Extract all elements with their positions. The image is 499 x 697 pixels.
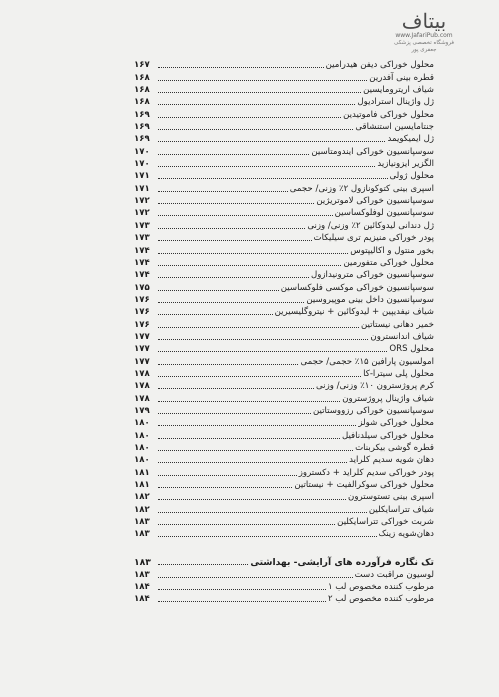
dot-leader bbox=[158, 401, 340, 402]
toc-entry bbox=[134, 405, 434, 417]
dot-leader bbox=[158, 339, 368, 340]
entry-page-number: ۱۶۸ bbox=[134, 72, 150, 83]
toc-entry bbox=[134, 392, 434, 404]
entry-title: اسپری بینی کتوکونازول ۲٪ وزنی/ حجمی bbox=[289, 183, 434, 194]
dot-leader bbox=[158, 302, 304, 303]
entry-title: پودر خوراکی سدیم کلراید + دکستروز bbox=[298, 467, 434, 478]
entry-title: ژل واژینال استرادیول bbox=[357, 97, 434, 108]
entry-page-number: ۱۷۲ bbox=[134, 208, 150, 219]
toc-entry bbox=[134, 182, 434, 194]
dot-leader bbox=[158, 413, 311, 414]
entry-page-number: ۱۶۹ bbox=[134, 134, 150, 145]
entry-title: دهان شویه سدیم کلراید bbox=[349, 455, 434, 466]
entry-title: سوسپانسیون خوراکی رزووستاتین bbox=[312, 405, 434, 416]
entry-page-number: ۱۸۲ bbox=[134, 492, 150, 503]
entry-title: امولسیون پارافین ۱۵٪ حجمی/ حجمی bbox=[300, 356, 434, 367]
entry-title: سوسپانسیون خوراکی لاموتریژین bbox=[316, 196, 434, 207]
dot-leader bbox=[158, 487, 292, 488]
toc-entry bbox=[134, 568, 434, 580]
dot-leader bbox=[158, 104, 355, 105]
dot-leader bbox=[158, 499, 346, 500]
entry-page-number: ۱۷۵ bbox=[134, 282, 150, 293]
toc-entry bbox=[134, 108, 434, 120]
dot-leader bbox=[158, 589, 326, 590]
toc-entry bbox=[134, 318, 434, 330]
toc-entry bbox=[134, 331, 434, 343]
entry-page-number: ۱۷۷ bbox=[134, 356, 150, 367]
entry-page-number: ۱۸۳ bbox=[134, 569, 150, 580]
dot-leader bbox=[158, 67, 324, 68]
section-spacer bbox=[134, 540, 434, 554]
dot-leader bbox=[158, 191, 288, 192]
dot-leader bbox=[158, 203, 314, 204]
logo-url: www.JafariPub.com bbox=[395, 32, 453, 39]
toc-entry bbox=[134, 145, 434, 157]
dot-leader bbox=[158, 290, 279, 291]
entry-title: ژل ایمیکویمد bbox=[387, 134, 434, 145]
dot-leader bbox=[158, 364, 298, 365]
dot-leader bbox=[158, 475, 297, 476]
entry-page-number: ۱۷۴ bbox=[134, 257, 150, 268]
entry-title: ژل دندانی لیدوکائین ۲٪ وزنی/ وزنی bbox=[307, 220, 434, 231]
toc-entry bbox=[134, 442, 434, 454]
dot-leader bbox=[158, 154, 309, 155]
entry-page-number: ۱۷۷ bbox=[134, 344, 150, 355]
toc-entry bbox=[134, 244, 434, 256]
toc-entry bbox=[134, 170, 434, 182]
entry-title: سوسپانسیون خوراکی مترونیدازول bbox=[311, 270, 434, 281]
toc-entry bbox=[134, 593, 434, 605]
toc-entry bbox=[134, 417, 434, 429]
entry-page-number: ۱۷۲ bbox=[134, 196, 150, 207]
entry-page-number: ۱۷۳ bbox=[134, 220, 150, 231]
logo-subtitle: فروشگاه تخصصی پزشکی جعفری پور bbox=[393, 40, 455, 53]
entry-page-number: ۱۸۰ bbox=[134, 418, 150, 429]
dot-leader bbox=[158, 564, 248, 565]
toc-entry bbox=[134, 133, 434, 145]
entry-title: دهان‌شویه زینک bbox=[378, 529, 434, 540]
entry-title: محلول خوراکی متفورمین bbox=[343, 257, 434, 268]
dot-leader bbox=[158, 178, 388, 179]
dot-leader bbox=[158, 314, 273, 315]
toc-entry bbox=[134, 71, 434, 83]
toc-entry bbox=[134, 158, 434, 170]
toc-entry bbox=[134, 343, 434, 355]
dot-leader bbox=[158, 462, 347, 463]
entry-title: شیاف اندانسترون bbox=[370, 331, 434, 342]
entry-page-number: ۱۷۱ bbox=[134, 183, 150, 194]
dot-leader bbox=[158, 80, 367, 81]
dot-leader bbox=[158, 450, 353, 451]
entry-page-number: ۱۷۱ bbox=[134, 171, 150, 182]
dot-leader bbox=[158, 215, 333, 216]
entry-page-number: ۱۶۸ bbox=[134, 97, 150, 108]
dot-leader bbox=[158, 129, 353, 130]
logo-mark: بیتاف bbox=[401, 9, 447, 33]
entry-page-number: ۱۶۸ bbox=[134, 85, 150, 96]
entry-title: کرم پروژسترون ۱۰٪ وزنی/ وزنی bbox=[316, 381, 434, 392]
dot-leader bbox=[158, 388, 314, 389]
entry-title: شیاف اریترومایسین bbox=[363, 85, 434, 96]
toc-entry bbox=[134, 355, 434, 367]
toc-entry bbox=[134, 121, 434, 133]
dot-leader bbox=[158, 265, 341, 266]
dot-leader bbox=[158, 577, 353, 578]
toc-entry bbox=[134, 257, 434, 269]
entry-page-number: ۱۸۳ bbox=[134, 529, 150, 540]
entry-title: محلول ORS bbox=[389, 344, 434, 355]
entry-title: محلول خوراکی فاموتیدین bbox=[343, 109, 434, 120]
entry-title: محلول خوراکی شولز bbox=[358, 418, 434, 429]
entry-page-number: ۱۷۸ bbox=[134, 393, 150, 404]
dot-leader bbox=[158, 351, 387, 352]
toc-entry bbox=[134, 581, 434, 593]
table-of-contents bbox=[134, 59, 434, 605]
toc-entry bbox=[134, 454, 434, 466]
entry-page-number: ۱۷۰ bbox=[134, 146, 150, 157]
entry-title: بخور منتول و اکالیپتوس bbox=[350, 245, 434, 256]
toc-entry bbox=[134, 269, 434, 281]
dot-leader bbox=[158, 536, 377, 537]
dot-leader bbox=[158, 327, 359, 328]
entry-page-number: ۱۷۶ bbox=[134, 294, 150, 305]
toc-entry bbox=[134, 380, 434, 392]
entry-title: محلول خوراکی سوکرالفیت + نیستاتین bbox=[294, 480, 434, 491]
toc-entry bbox=[134, 84, 434, 96]
dot-leader bbox=[158, 438, 340, 439]
entry-page-number: ۱۷۹ bbox=[134, 405, 150, 416]
dot-leader bbox=[158, 240, 312, 241]
toc-entry bbox=[134, 516, 434, 528]
toc-entry bbox=[134, 219, 434, 231]
entry-page-number: ۱۶۷ bbox=[134, 60, 150, 71]
entry-page-number: ۱۷۰ bbox=[134, 159, 150, 170]
entry-page-number: ۱۷۴ bbox=[134, 270, 150, 281]
entry-title: خمیر دهانی نیستاتین bbox=[360, 319, 434, 330]
publisher-logo bbox=[387, 10, 461, 54]
entry-title: شیاف نیفدیپین + لیدوکائین + نیتروگلیسیرین bbox=[274, 307, 434, 318]
entry-page-number: ۱۷۶ bbox=[134, 307, 150, 318]
entry-page-number: ۱۸۲ bbox=[134, 504, 150, 515]
entry-page-number: ۱۷۷ bbox=[134, 331, 150, 342]
entry-title: قطره بینی آفدرین bbox=[369, 72, 434, 83]
entry-title: شربت خوراکی تتراسایکلین bbox=[337, 517, 434, 528]
dot-leader bbox=[158, 228, 305, 229]
toc-entry bbox=[134, 195, 434, 207]
dot-leader bbox=[158, 277, 309, 278]
entry-title: شیاف واژینال پروژسترون bbox=[342, 393, 434, 404]
entry-page-number: ۱۷۴ bbox=[134, 245, 150, 256]
entry-title: محلول خوراکی دیفن هیدرامین bbox=[325, 60, 434, 71]
entry-page-number: ۱۷۸ bbox=[134, 381, 150, 392]
dot-leader bbox=[158, 117, 341, 118]
dot-leader bbox=[158, 92, 361, 93]
entry-title: سوسپانسیون داخل بینی موپیروسین bbox=[306, 294, 434, 305]
entry-page-number: ۱۸۴ bbox=[134, 582, 150, 593]
entry-title: لوسیون مراقبت دست bbox=[354, 569, 434, 580]
toc-entry bbox=[134, 281, 434, 293]
entry-page-number: ۱۸۴ bbox=[134, 594, 150, 605]
entry-page-number: ۱۷۸ bbox=[134, 368, 150, 379]
dot-leader bbox=[158, 512, 367, 513]
entry-title: محلول خوراکی سیلدنافیل bbox=[341, 430, 434, 441]
toc-entry bbox=[134, 232, 434, 244]
dot-leader bbox=[158, 376, 361, 377]
entry-title: الگزیر ایزونیازید bbox=[377, 159, 434, 170]
entry-title: پودر خوراکی منیزیم تری سیلیکات bbox=[313, 233, 434, 244]
section-heading bbox=[134, 554, 434, 568]
entry-page-number: ۱۷۶ bbox=[134, 319, 150, 330]
toc-entry bbox=[134, 491, 434, 503]
entry-page-number: ۱۸۳ bbox=[134, 557, 151, 569]
entry-page-number: ۱۸۰ bbox=[134, 455, 150, 466]
entry-title: سوسپانسیون خوراکی موکسی فلوکساسین bbox=[280, 282, 434, 293]
toc-entry bbox=[134, 429, 434, 441]
toc-entry bbox=[134, 306, 434, 318]
entry-title: سوسپانسیون لوفلوکساسین bbox=[334, 208, 434, 219]
entry-page-number: ۱۶۹ bbox=[134, 109, 150, 120]
toc-entry bbox=[134, 294, 434, 306]
toc-entry bbox=[134, 59, 434, 71]
dot-leader bbox=[158, 425, 356, 426]
toc-entry bbox=[134, 368, 434, 380]
dot-leader bbox=[158, 601, 326, 602]
entry-title: جنتامایسین استنشاقی bbox=[355, 122, 434, 133]
entry-title: مرطوب کننده مخصوص لب ۱ bbox=[327, 582, 434, 593]
dot-leader bbox=[158, 253, 348, 254]
entry-title: سوسپانسیون خوراکی ایندومتاسین bbox=[311, 146, 434, 157]
dot-leader bbox=[158, 524, 335, 525]
toc-entry bbox=[134, 528, 434, 540]
entry-title: محلول ژولی bbox=[389, 171, 434, 182]
entry-title: تک نگاره فرآورده های آرایشی- بهداشتی bbox=[250, 557, 434, 569]
toc-entry bbox=[134, 466, 434, 478]
entry-title: قطره گوشی بیکربنات bbox=[355, 443, 434, 453]
dot-leader bbox=[158, 166, 375, 167]
entry-page-number: ۱۸۳ bbox=[134, 517, 150, 528]
toc-entry bbox=[134, 503, 434, 515]
toc-entry bbox=[134, 479, 434, 491]
entry-page-number: ۱۷۳ bbox=[134, 233, 150, 244]
entry-page-number: ۱۸۱ bbox=[134, 467, 150, 478]
dot-leader bbox=[158, 141, 385, 142]
entry-title: مرطوب کننده مخصوص لب ۲ bbox=[327, 594, 434, 605]
toc-entry bbox=[134, 96, 434, 108]
entry-page-number: ۱۶۹ bbox=[134, 122, 150, 133]
entry-title: شیاف تتراسایکلین bbox=[368, 504, 434, 515]
toc-entry bbox=[134, 207, 434, 219]
entry-page-number: ۱۸۰ bbox=[134, 430, 150, 441]
entry-title: محلول پلی سیترا-کا bbox=[363, 368, 434, 379]
entry-title: اسپری بینی تستوسترون bbox=[348, 492, 434, 503]
entry-page-number: ۱۸۰ bbox=[134, 443, 150, 453]
entry-page-number: ۱۸۱ bbox=[134, 480, 150, 491]
